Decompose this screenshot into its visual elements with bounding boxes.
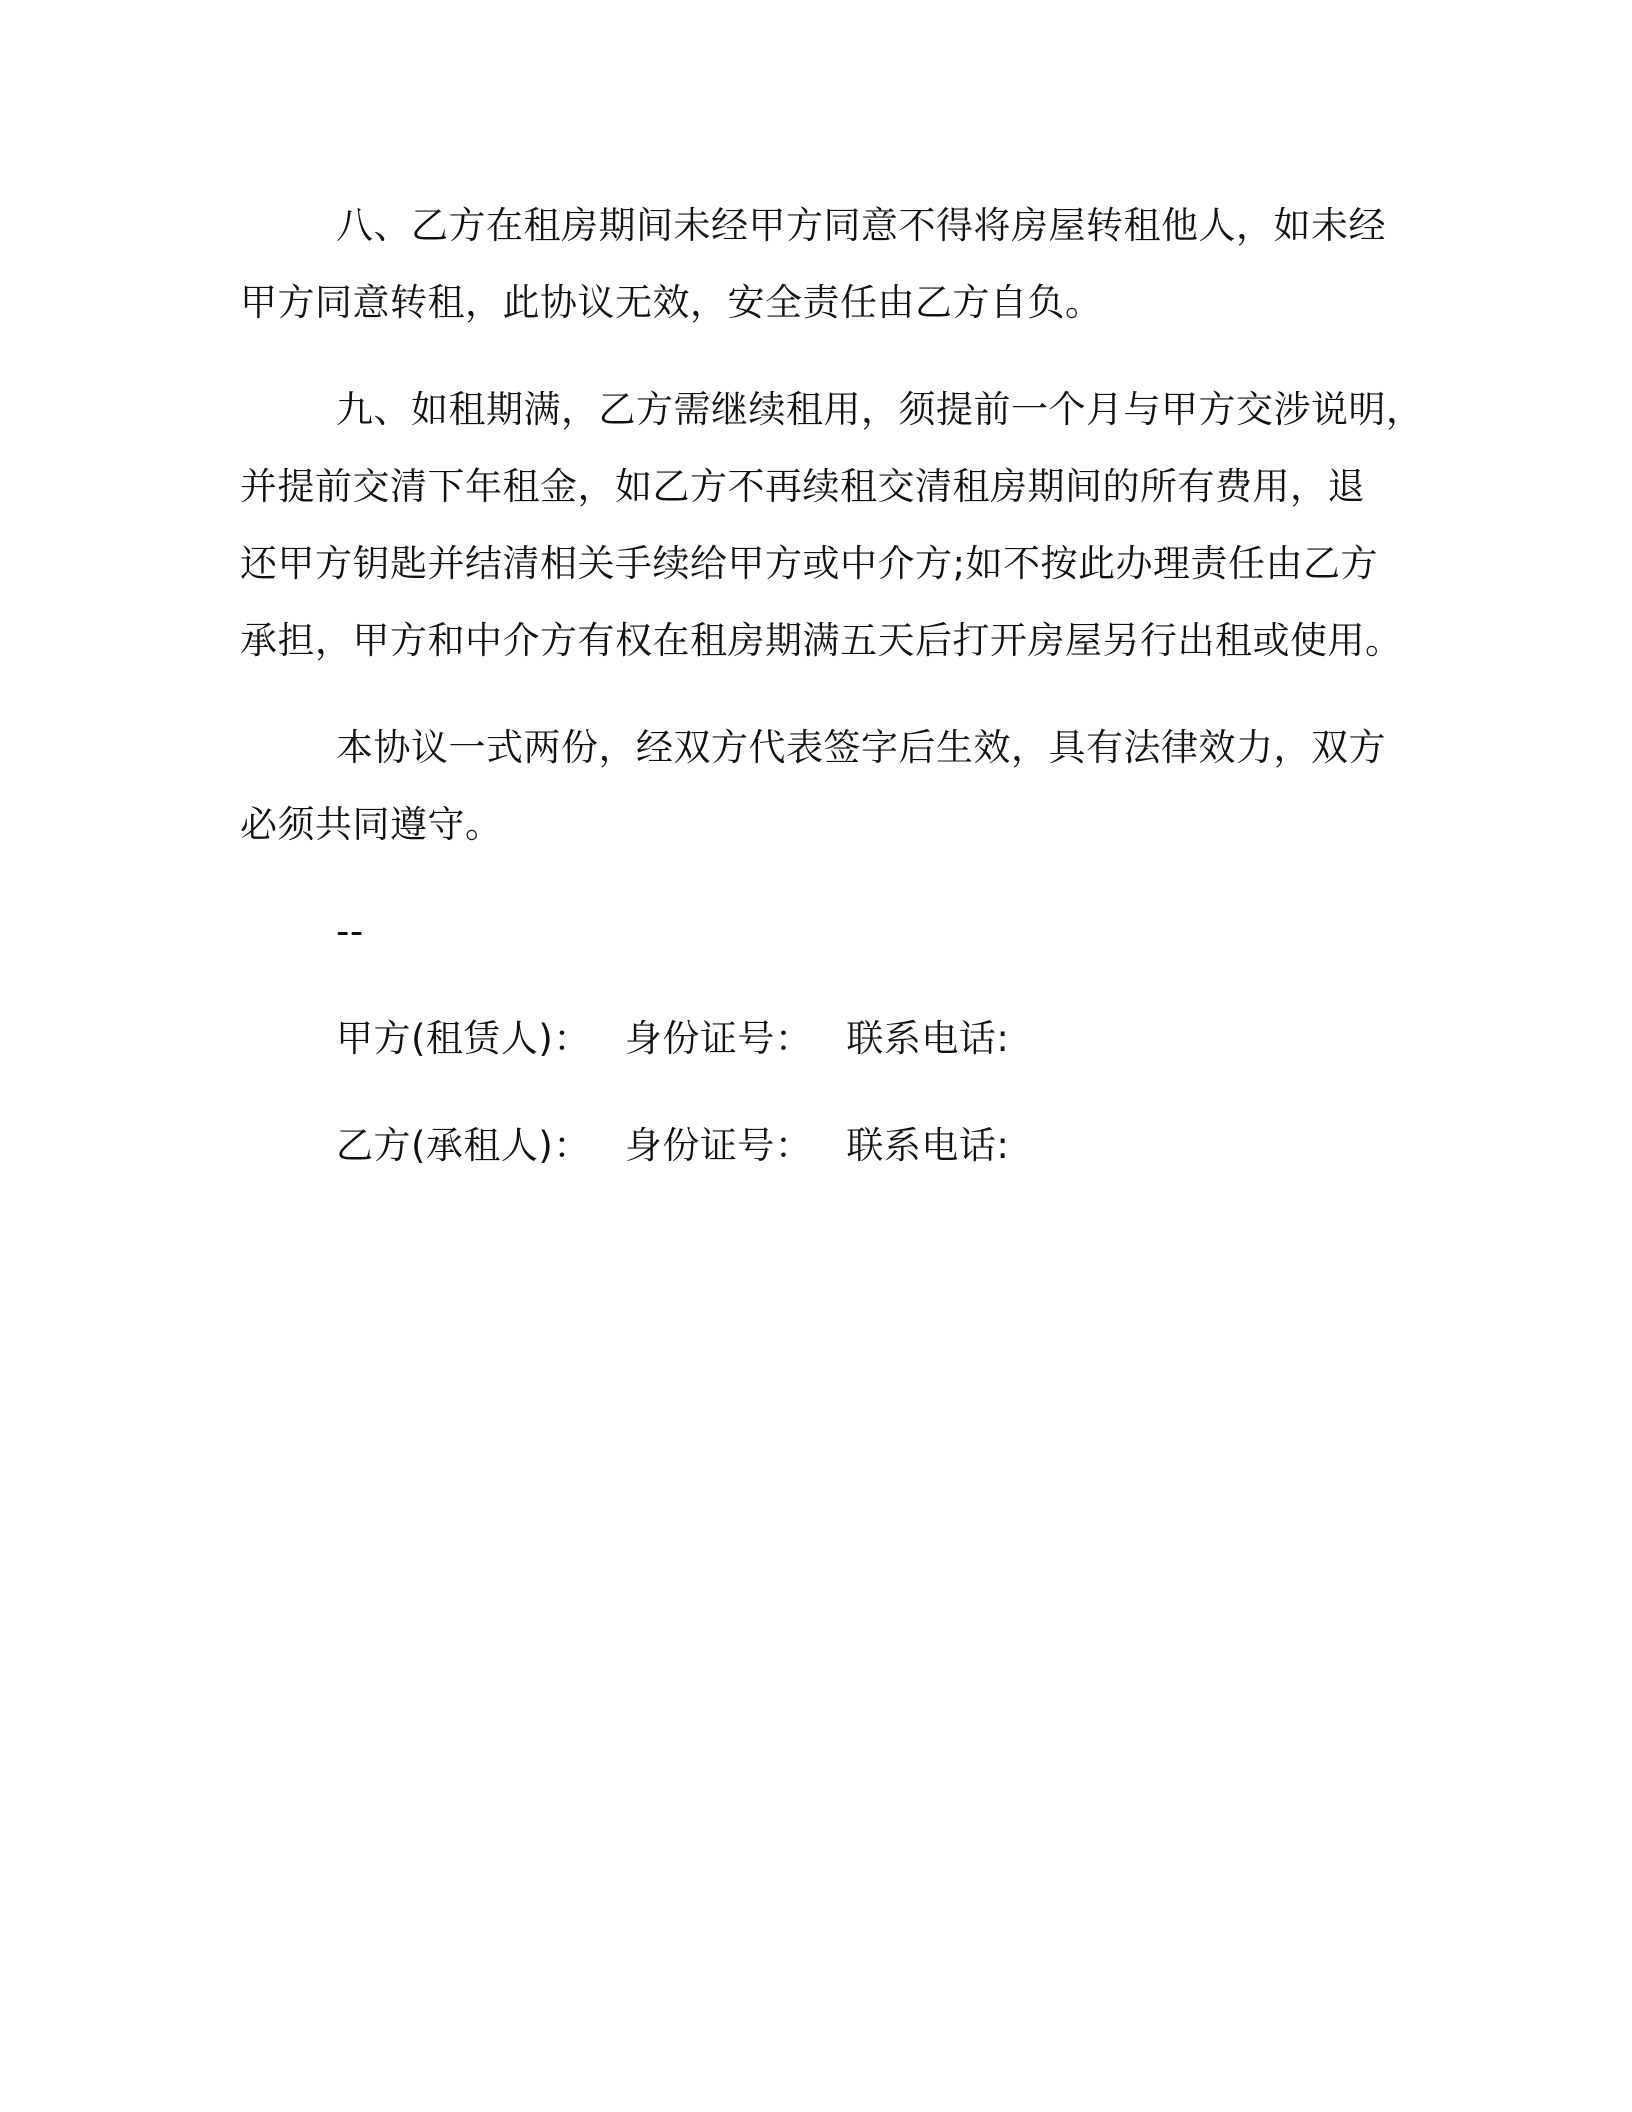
clause-nine (240, 371, 1424, 679)
document-body (240, 187, 1424, 1184)
paragraph-gap (240, 863, 1410, 893)
separator-dashes: -- (336, 910, 364, 953)
signature-line-lessee (240, 1107, 1410, 1184)
clause-nine-line-1: 九、如租期满，乙方需继续租用，须提前一个月与甲方交涉说明， (336, 388, 1424, 431)
signature-line-lessor (240, 1000, 1410, 1077)
clause-eight (240, 187, 1410, 341)
clause-nine-line-2: 并提前交清下年租金，如乙方不再续租交清租房期间的所有费用，退 (240, 465, 1365, 508)
closing-clause-line-1: 本协议一式两份，经双方代表签字后生效，具有法律效力，双方 (336, 726, 1386, 769)
paragraph-gap (240, 341, 1410, 371)
lessee-phone-label: 联系电话: (846, 1124, 1010, 1167)
paragraph-gap (240, 679, 1410, 709)
lessor-party-label: 甲方(租赁人)： (336, 1017, 591, 1060)
closing-clause-line-2: 必须共同遵守。 (240, 803, 503, 846)
clause-nine-line-3: 还甲方钥匙并结清相关手续给甲方或中介方;如不按此办理责任由乙方 (240, 542, 1378, 585)
lessor-id-label: 身份证号： (624, 1017, 813, 1060)
closing-clause (240, 709, 1410, 863)
lessee-id-label: 身份证号： (624, 1124, 813, 1167)
clause-eight-line-1: 八、乙方在租房期间未经甲方同意不得将房屋转租他人，如未经 (336, 204, 1386, 247)
clause-eight-line-2: 甲方同意转租，此协议无效，安全责任由乙方自负。 (240, 281, 1103, 324)
clause-nine-line-4: 承担，甲方和中介方有权在租房期满五天后打开房屋另行出租或使用。 (240, 619, 1403, 662)
paragraph-gap (240, 1077, 1410, 1107)
paragraph-gap (240, 970, 1410, 1000)
lessor-phone-label: 联系电话: (846, 1017, 1010, 1060)
lessee-party-label: 乙方(承租人)： (336, 1124, 591, 1167)
